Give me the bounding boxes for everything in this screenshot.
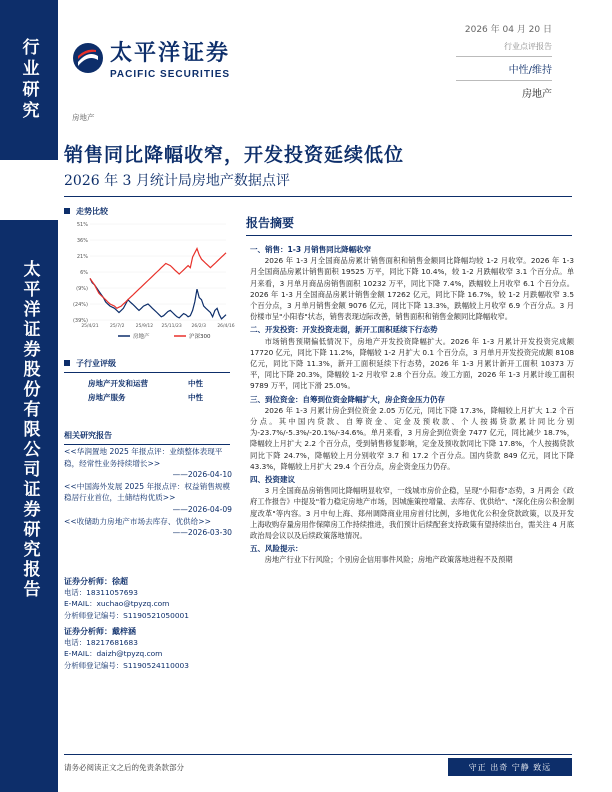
summary-paragraph: 3 月全国商品房销售同比降幅明显收窄，一线城市房价企稳，呈现"小阳春"态势，3 月两会《政府工作报告》中提及"着力稳定房地产市场，因城施策控增量、去库存、优供给"、"深化住房公积金制度改革"等内容。3 月中旬上海、郑州调降商业用房首付比例，多地优化公积金贷款政策，以及开发上海收购存量房用作保障房工作持续推进，我们预计后续配套支持政策有望持续出台，需关注 4 月底政治局会议以及后续政策落地情况。 [250,486,574,541]
analyst-phone: 电话：18217681683 [64,638,138,648]
analyst-block [64,576,232,621]
analyst-cert: 分析师登记编号：S1190521050001 [64,610,189,620]
logo-text-en: PACIFIC SECURITIES [110,69,231,80]
summary-title: 报告摘要 [246,214,572,236]
title-divider [64,196,572,197]
analyst-name: 证券分析师：戴梓涵 [64,627,136,636]
analyst-cert: 分析师登记编号：S1190524110003 [64,660,189,670]
page-subtitle: 2026 年 3 月统计局房地产数据点评 [64,173,290,189]
analyst-phone: 电话：18311057693 [64,588,138,598]
chart-ytick-label: (39%) [72,318,88,324]
sub-industry-title: 子行业评级 [64,358,230,373]
summary-paragraph: 市场销售预期偏低情况下，房地产开发投资降幅扩大。2026 年 1-3 月累计开发投资完成额 17720 亿元，同比下降 11.2%，降幅较 1-2 月扩大 0.1 个百分点，3 月单月开发投资完成额 8108 亿元，同比下降 11.3%，新开工面积延续下行态势，2026 年 1-3 月累计新开工面积 10373 万平，同比下降 20.3%，降幅较 1-2 月收窄 2.8 个百分点。竣工方面，2026 年 1-3 月累计竣工面积 9789 万平，同比下滑 25.0%。 [250,336,574,391]
summary-section-heading: 二、开发投资：开发投资走弱，新开工面积延续下行态势 [250,325,438,335]
sub-industry-row [88,378,228,390]
summary-paragraph: 2026 年 1-3 月全国商品房累计销售面积和销售金额同比降幅均较 1-2 月收窄。2026 年 1-3 月全国商品房累计销售面积 19525 万平，同比下降 10.4%，较 1-2 月跌幅收窄 3.1 个百分点。单月来看，3 月单月商品房销售面积 10232 万平，同比下降 7.4%，跌幅较上月收窄 6.1 个百分点。2026 年 1-3 月全国商品房累计销售金额 17262 亿元，同比下降 16.7%，较 1-2 月跌幅收窄 3.5 个百分点，3 月单月销售金额 9076 亿元，同比下降 13.3%，跌幅较上月收窄 6.9 个百分点。3 月份楼市呈"小阳春"状态，销售表现边际改善，销售面积和销售金额同比降幅收窄。 [250,256,574,322]
sidebar-separator [0,160,58,220]
related-reports-title: 相关研究报告 [64,430,230,445]
sub-industry-name: 房地产开发和运营 [88,379,148,388]
logo-mark-icon [72,42,104,74]
chart-legend-label: 沪深300 [189,334,211,340]
related-report-item[interactable] [64,516,232,539]
related-report-item[interactable] [64,446,232,481]
sub-industry-row [88,392,228,404]
related-report-text: <<收储助力房地产市场去库存、优供给>> [64,516,211,526]
sub-industry-name: 房地产服务 [88,393,126,402]
chart-series-line [90,249,226,309]
company-logo [72,36,230,80]
chart-xtick-label: 26/4/16 [217,324,235,329]
chart-ytick-label: (9%) [76,286,88,292]
chart-xtick-label: 26/2/3 [191,324,207,329]
analyst-name: 证券分析师：徐超 [64,577,128,586]
summary-paragraph: 2026 年 1-3 月累计房企到位资金 2.05 万亿元，同比下降 17.3%，降幅较上月扩大 1.2 个百分点。其中国内贷款、自筹资金、定金及预收款、个人按揭贷款累计同比分别为-23.7%/-5.3%/-20.1%/-34.6%。单月来看，3 月房企到位资金 7477 亿元，同比减少 18.7%，降幅较上月扩大 2.2 个百分点，受到销售修复影响，定金及预收款同比下降 17.8%，个人按揭贷款同比下降 24.7%，降幅较上月分别收窄 3.7 和 17.2 个百分点。国内贷款 849 亿元，同比下降 43.3%，降幅较上月扩大 29.4 个百分点，房企资金压力仍存。 [250,405,574,471]
sub-industry-rating: 中性 [188,379,203,388]
analyst-block [64,626,232,671]
trend-chart [64,218,235,344]
related-report-item[interactable] [64,481,232,516]
disclaimer-note: 请务必阅读正文之后的免责条款部分 [64,763,184,772]
chart-ytick-label: (24%) [72,302,88,308]
page-title: 销售同比降幅收窄，开发投资延续低位 [64,144,405,166]
summary-section-heading: 四、投资建议 [250,475,295,485]
company-motto: 守正 出奇 宁静 致远 [448,758,572,776]
logo-text-cn: 太平洋证券 [110,41,231,66]
analyst-email[interactable]: E-MAIL：daizh@tpyzq.com [64,649,163,659]
summary-section-heading: 一、销售：1-3 月销售同比降幅收窄 [250,245,372,254]
related-report-date: ——2026-03-30 [172,528,232,538]
chart-xtick-label: 25/11/23 [161,324,182,329]
summary-body [250,242,574,566]
related-report-date: ——2026-04-09 [172,504,232,514]
report-date: 2026 年 04 月 20 日 [464,25,552,35]
chart-ytick-label: 21% [76,254,88,260]
trend-chart-svg [64,218,235,344]
chart-xtick-label: 25/7/2 [109,324,125,329]
sub-industry-rating: 中性 [188,393,203,402]
chart-ytick-label: 36% [76,238,88,244]
related-report-text: <<中国海外发展 2025 年报点评：权益销售规模稳居行业首位，土储结构优质>> [64,481,230,503]
chart-xtick-label: 25/9/12 [135,324,154,329]
trend-label: 走势比较 [64,206,108,217]
sidebar-top [0,0,58,160]
related-report-date: ——2026-04-10 [172,470,232,480]
chart-ytick-label: 51% [76,222,88,228]
footer-divider [64,754,572,755]
sidebar-bottom-label: 太平洋证券股份有限公司证券研究报告 [19,260,40,600]
sidebar-top-label: 行业研究 [18,38,39,122]
chart-ytick-label: 6% [80,270,88,276]
summary-section-heading: 三、到位资金：自筹到位资金降幅扩大，房企资金压力仍存 [250,394,445,404]
analyst-email[interactable]: E-MAIL：xuchao@tpyzq.com [64,599,170,609]
summary-section-heading: 五、风险提示： [250,544,303,554]
report-type: 行业点评报告 [456,41,552,57]
chart-series-line [90,278,226,319]
sector: 房地产 [522,89,552,100]
related-reports-list [64,446,232,539]
industry-tag: 房地产 [72,113,95,122]
chart-legend-label: 房地产 [133,334,150,340]
summary-paragraph: 房地产行业下行风险；个别房企信用事件风险；房地产政策落地进程不及预期 [264,555,513,565]
chart-xtick-label: 25/4/21 [81,324,99,329]
sub-industry-table [88,378,228,406]
related-report-text: <<华润置地 2025 年报点评：业绩整体表现平稳，经常性业务持续增长>> [64,447,223,468]
rating: 中性/维持 [456,61,552,81]
sidebar-bottom [0,220,58,792]
header-meta [456,22,552,100]
